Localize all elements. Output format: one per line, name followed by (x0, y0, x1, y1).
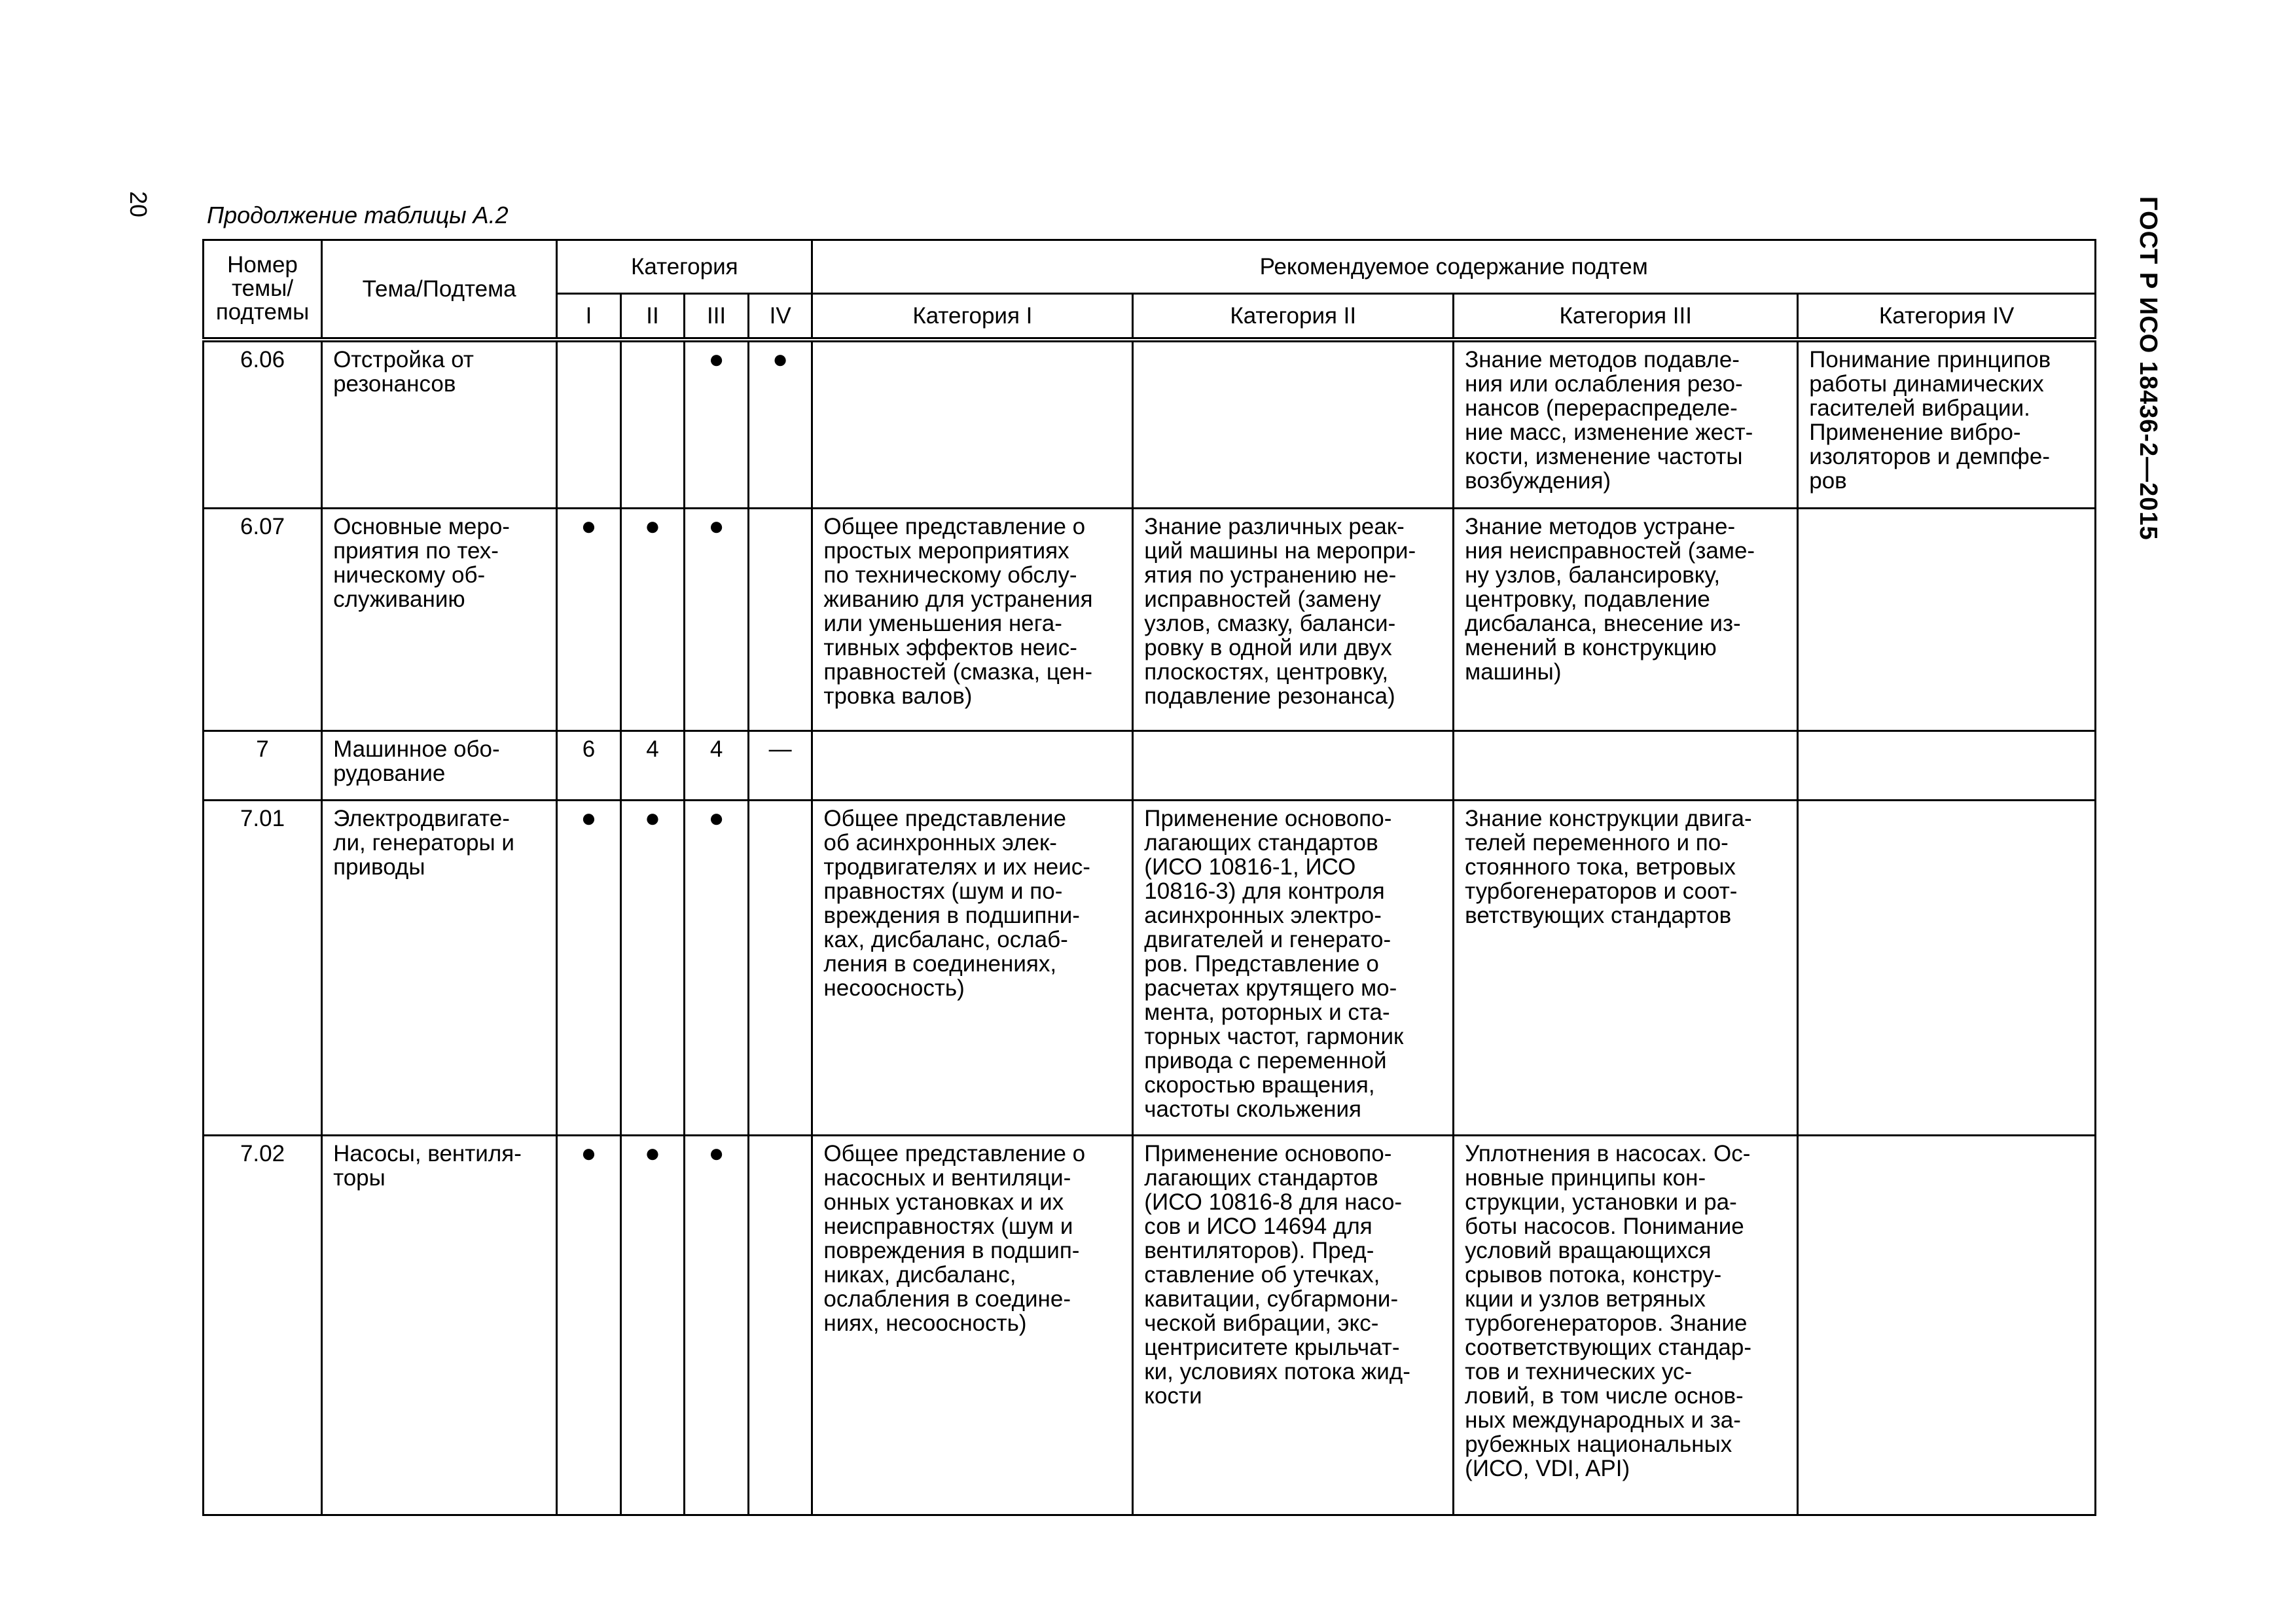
header-content-cat-3: Категория III (1454, 294, 1798, 340)
category-count: — (748, 731, 812, 801)
page-number: 20 (125, 191, 152, 218)
header-content-cat-4: Категория IV (1798, 294, 2096, 340)
content-cat-4 (1798, 1136, 2096, 1515)
content-cat-2: Применение основопо- лагающих стандартов (ИСО 10816-8 для насо- сов и ИСО 14694 для вентиляторов). Пред- ставление об утечках, кавитации, субгармони- ческой вибрации, экс- центриситете крыльчат- ки, условиях потока жид- кости (1133, 1136, 1454, 1515)
row-topic: Насосы, вентиля- торы (322, 1136, 557, 1515)
category-mark: ● (557, 1136, 621, 1515)
table-row (204, 509, 2096, 731)
content-cat-4: Понимание принципов работы динамических гасителей вибрации. Применение вибро- изоляторов и демпфе- ров (1798, 340, 2096, 509)
category-mark: ● (685, 509, 749, 731)
category-count: 4 (685, 731, 749, 801)
content-cat-2 (1133, 731, 1454, 801)
category-mark: ● (748, 340, 812, 509)
content-cat-4 (1798, 509, 2096, 731)
category-mark: ● (685, 1136, 749, 1515)
row-number: 7.02 (204, 1136, 322, 1515)
content-cat-3: Знание конструкции двига- телей переменного и по- стоянного тока, ветровых турбогенераторов и соот- ветствующих стандартов (1454, 801, 1798, 1136)
content-cat-3: Уплотнения в насосах. Ос- новные принципы кон- струкции, установки и ра- боты насосов. Понимание условий вращающихся срывов потока, констру- кции и узлов ветряных турбогенераторов. Знание соответствующих стандар- тов и технических ус- ловий, в том числе основ- ных международных и за- рубежных национальных (ИСО, VDI, API) (1454, 1136, 1798, 1515)
topics-table (202, 239, 2096, 1516)
header-content: Рекомендуемое содержание подтем (812, 240, 2096, 294)
table-row (204, 731, 2096, 801)
header-content-cat-2: Категория II (1133, 294, 1454, 340)
table-row (204, 340, 2096, 509)
category-mark: ● (685, 340, 749, 509)
category-mark (748, 801, 812, 1136)
category-count: 6 (557, 731, 621, 801)
row-topic: Отстройка от резонансов (322, 340, 557, 509)
category-mark: ● (557, 801, 621, 1136)
content-cat-1: Общее представление о насосных и вентиляци- онных установках и их неисправностях (шум и повреждения в подшип- никах, дисбаланс, ослабления в соедине- ниях, несоосность) (812, 1136, 1133, 1515)
row-number: 6.06 (204, 340, 322, 509)
header-cat-3: III (685, 294, 749, 340)
content-cat-4 (1798, 731, 2096, 801)
content-cat-2: Применение основопо- лагающих стандартов (ИСО 10816-1, ИСО 10816-3) для контроля асинхронных электро- двигателей и генерато- ров. Представление о расчетах крутящего мо- мента, роторных и ста- торных частот, гармоник привода с переменной скоростью вращения, частоты скольжения (1133, 801, 1454, 1136)
category-count: 4 (620, 731, 685, 801)
content-cat-1: Общее представление об асинхронных элек- тродвигателях и их неис- правностях (шум и по- вреждения в подшипни- ках, дисбаланс, ослаб- ления в соединениях, несоосность) (812, 801, 1133, 1136)
content-cat-3: Знание методов подавле- ния или ослабления резо- нансов (перераспределе- ние масс, изменение жест- кости, изменение частоты возбуждения) (1454, 340, 1798, 509)
content-cat-2: Знание различных реак- ций машины на меропри- ятия по устранению не- исправностей (замену узлов, смазку, баланси- ровку в одной или двух плоскостях, центровку, подавление резонанса) (1133, 509, 1454, 731)
table-caption: Продолжение таблицы А.2 (207, 202, 509, 228)
row-number: 6.07 (204, 509, 322, 731)
content-cat-1 (812, 340, 1133, 509)
category-mark: ● (620, 801, 685, 1136)
category-mark: ● (620, 509, 685, 731)
category-mark (557, 340, 621, 509)
header-content-cat-1: Категория I (812, 294, 1133, 340)
content-cat-2 (1133, 340, 1454, 509)
content-cat-3: Знание методов устране- ния неисправностей (заме- ну узлов, балансировку, центровку, подавление дисбаланса, внесение из- менений в конструкцию машины) (1454, 509, 1798, 731)
header-cat-4: IV (748, 294, 812, 340)
category-mark (748, 509, 812, 731)
category-mark: ● (685, 801, 749, 1136)
row-number: 7 (204, 731, 322, 801)
row-number: 7.01 (204, 801, 322, 1136)
table-row (204, 801, 2096, 1136)
header-cat-2: II (620, 294, 685, 340)
row-topic: Основные меро- приятия по тех- ническому об- служиванию (322, 509, 557, 731)
row-topic: Машинное обо- рудование (322, 731, 557, 801)
table-row (204, 1136, 2096, 1515)
content-cat-4 (1798, 801, 2096, 1136)
content-cat-1: Общее представление о простых мероприятиях по техническому обслу- живанию для устранения или уменьшения нега- тивных эффектов неис- правностей (смазка, цен- тровка валов) (812, 509, 1133, 731)
category-mark (748, 1136, 812, 1515)
header-number: Номер темы/ подтемы (204, 240, 322, 340)
row-topic: Электродвигате- ли, генераторы и приводы (322, 801, 557, 1136)
header-category: Категория (557, 240, 812, 294)
content-cat-1 (812, 731, 1133, 801)
header-cat-1: I (557, 294, 621, 340)
document-code: ГОСТ Р ИСО 18436-2—2015 (2134, 196, 2162, 541)
category-mark: ● (620, 1136, 685, 1515)
header-topic: Тема/Подтема (322, 240, 557, 340)
category-mark: ● (557, 509, 621, 731)
content-cat-3 (1454, 731, 1798, 801)
category-mark (620, 340, 685, 509)
